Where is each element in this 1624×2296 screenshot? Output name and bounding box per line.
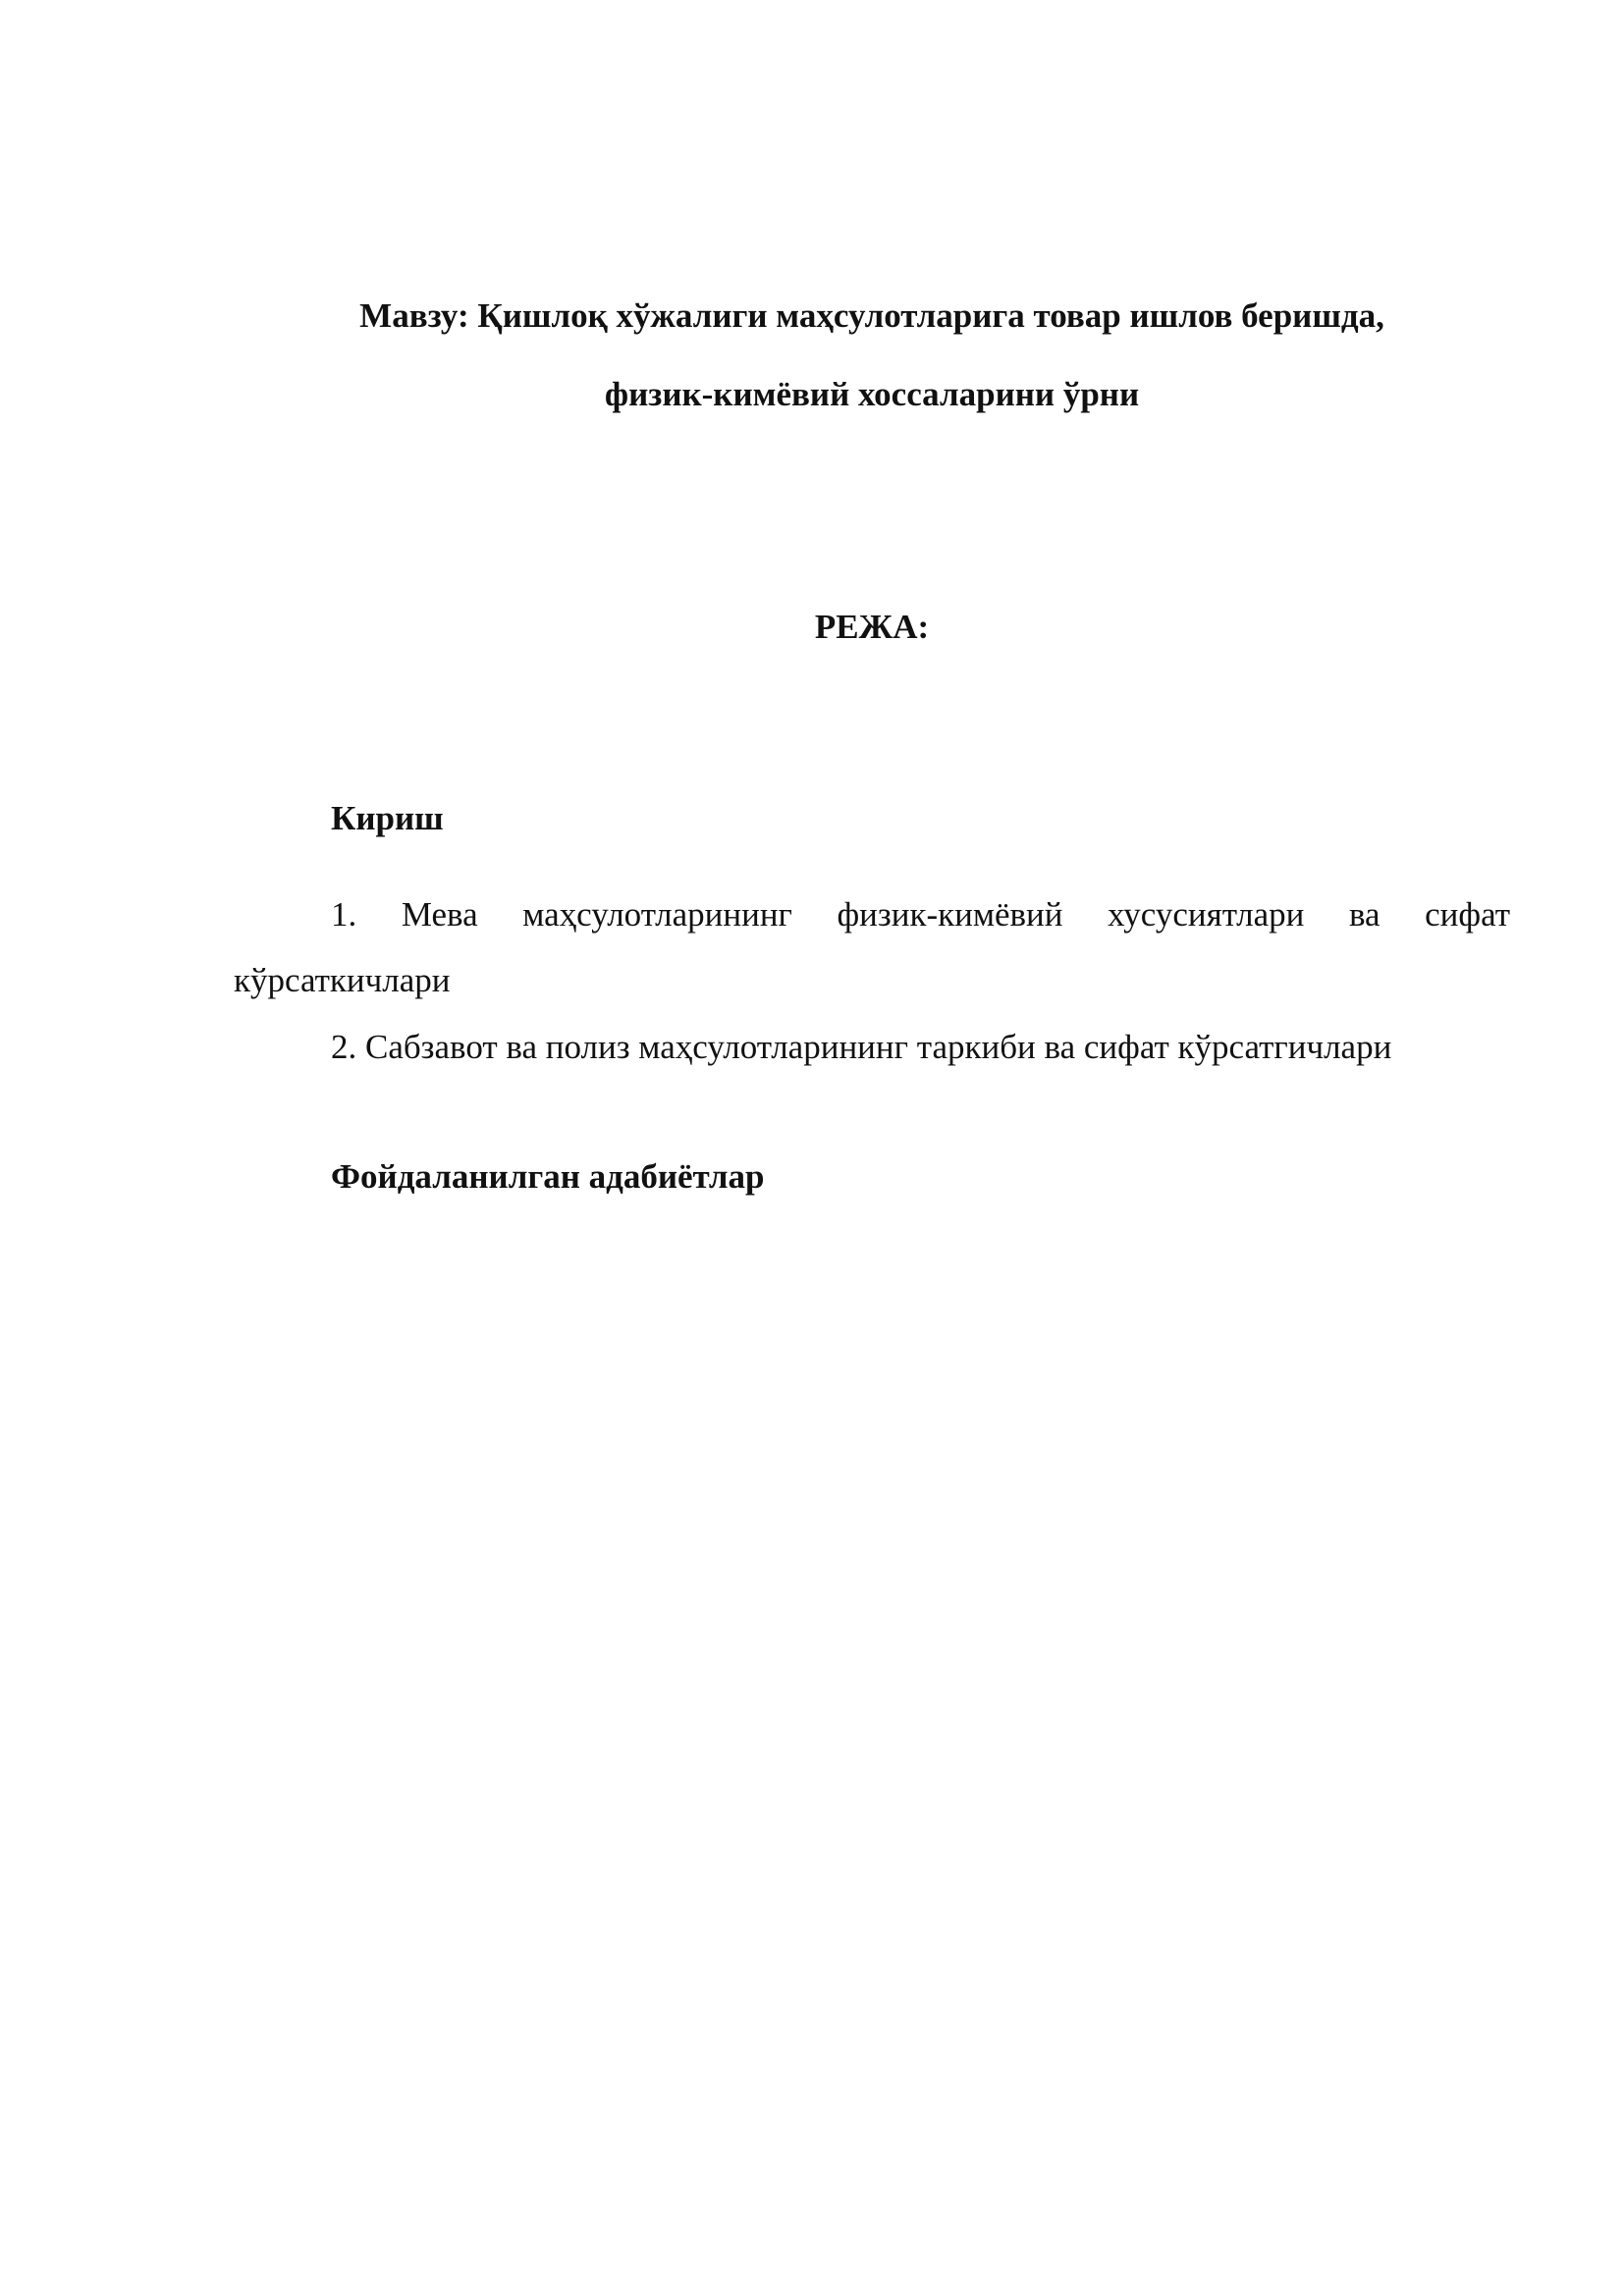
title-line-2: физик-кимёвий хоссаларини ўрни: [604, 375, 1140, 413]
introduction-heading: Кириш: [331, 799, 444, 837]
plan-item-2: 2. Сабзавот ва полиз маҳсулотларининг таркиби ва сифат кўрсатгичлари: [331, 1028, 1392, 1066]
title-line-1: Мавзу: Қишлоқ хўжалиги маҳсулотларига товар ишлов беришда,: [359, 296, 1384, 335]
plan-item-1: 1. Мева маҳсулотларининг физик-кимёвий хусусиятлари ва сифат кўрсаткичлари: [234, 895, 1510, 999]
references-heading: Фойдаланилган адабиётлар: [331, 1157, 765, 1196]
plan-heading: РЕЖА:: [814, 608, 930, 646]
document-title: [234, 277, 1510, 434]
